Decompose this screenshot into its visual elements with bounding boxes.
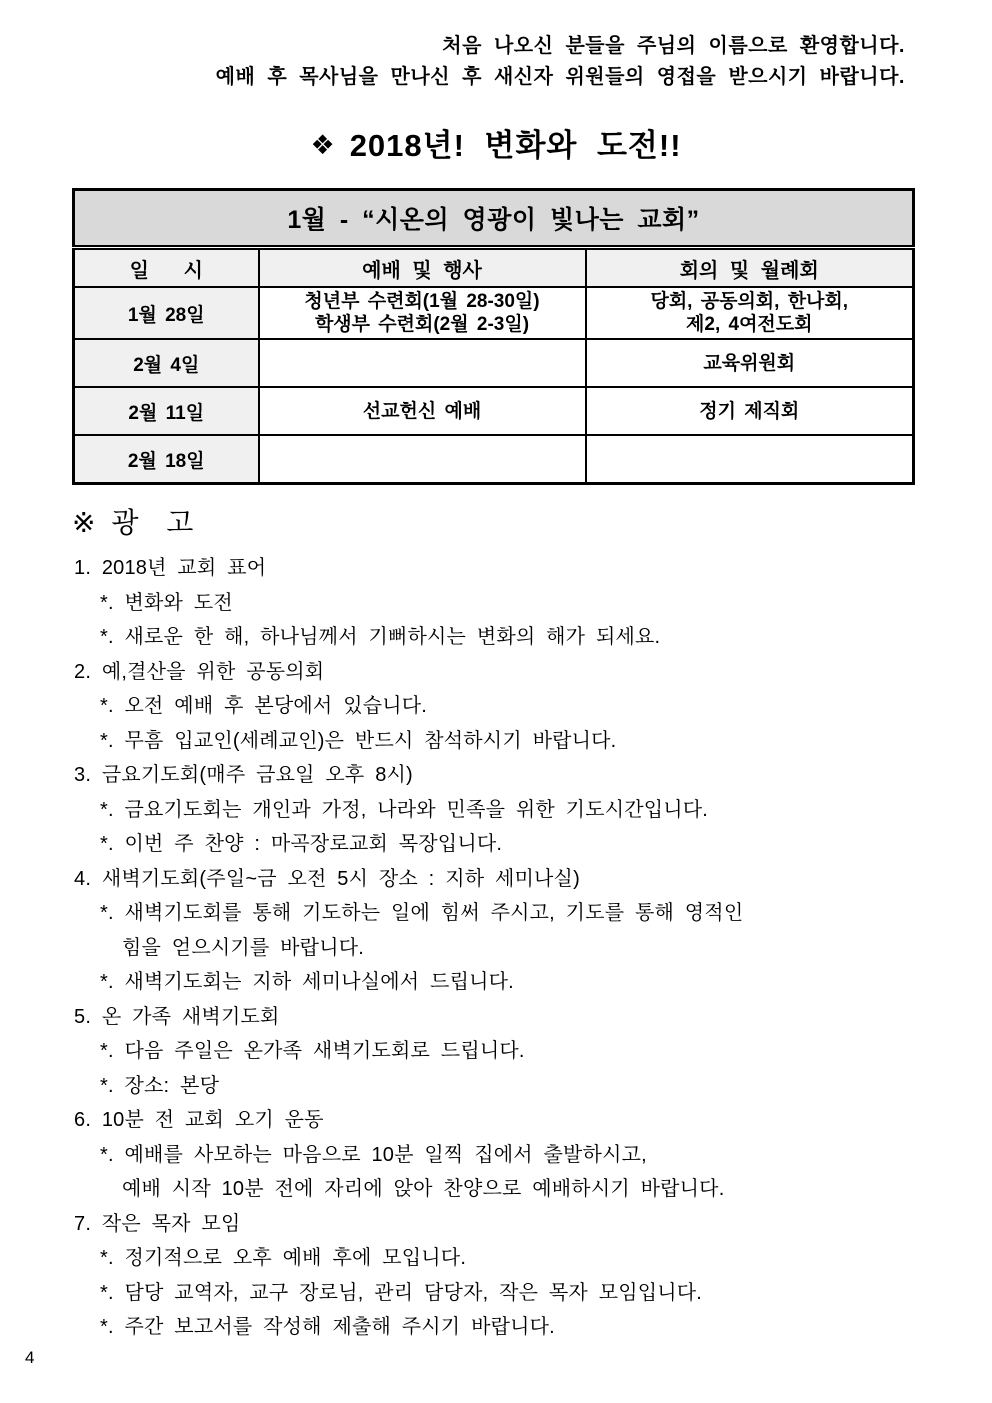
diamond-icon: ❖ — [310, 130, 336, 160]
row-date: 2월 4일 — [74, 339, 259, 387]
row-meeting: 정기 제직회 — [586, 387, 914, 435]
row-worship — [259, 287, 586, 339]
announcement-item-title: 6. 10분 전 교회 오기 운동 — [74, 1109, 324, 1131]
announcements-heading — [72, 501, 992, 541]
announcements-heading-text: 광 고 — [111, 507, 204, 538]
announcement-sub-line: *. 예배를 사모하는 마음으로 10분 일찍 집에서 출발하시고, — [100, 1143, 647, 1166]
announcement-sub-line: *. 새벽기도회를 통해 기도하는 일에 힘써 주시고, 기도를 통해 영적인 — [100, 902, 744, 924]
col-header-datetime: 일 시 — [74, 248, 259, 288]
announcement-sub-line: *. 다음 주일은 온가족 새벽기도회로 드립니다. — [100, 1040, 525, 1062]
announcement-item-title: 5. 온 가족 새벽기도회 — [74, 1005, 280, 1028]
announcement-sub-line: *. 정기적으로 오후 예배 후에 모입니다. — [100, 1247, 467, 1269]
announcement-sub-line: *. 금요기도회는 개인과 가정, 나라와 민족을 위한 기도시간입니다. — [100, 798, 709, 821]
announcement-sub-line: *. 담당 교역자, 교구 장로님, 관리 담당자, 작은 목자 모임입니다. — [100, 1281, 703, 1304]
table-row — [74, 387, 914, 435]
worship-line: 청년부 수련회(1월 28-30일) — [304, 291, 540, 312]
announcement-sub-line: *. 변화와 도전 — [100, 591, 233, 614]
row-meeting: 교육위원회 — [586, 339, 914, 387]
announcement-item-title: 2. 예,결산을 위한 공동의회 — [74, 660, 325, 683]
table-row — [74, 339, 914, 387]
row-worship: 선교헌신 예배 — [259, 387, 586, 435]
announcement-continuation-line: 예배 시작 10분 전에 자리에 앉아 찬양으로 예배하시기 바랍니다. — [122, 1178, 725, 1200]
worship-line: 학생부 수련회(2월 2-3일) — [314, 314, 530, 335]
table-title: 1월 - “시온의 영광이 빛나는 교회” — [74, 190, 914, 248]
row-date: 2월 18일 — [74, 435, 259, 484]
monthly-schedule-table — [72, 188, 915, 485]
announcement-item-title: 4. 새벽기도회(주일~금 오전 5시 장소 : 지하 세미나실) — [74, 867, 580, 890]
welcome-line-1: 처음 나오신 분들을 주님의 이름으로 환영합니다. — [442, 35, 905, 57]
row-date: 1월 28일 — [74, 287, 259, 339]
announcement-item-title: 1. 2018년 교회 표어 — [74, 557, 267, 579]
row-worship — [259, 435, 586, 484]
page-number: 4 — [25, 1348, 35, 1367]
announcement-sub-line: *. 이번 주 찬양 : 마곡장로교회 목장입니다. — [100, 833, 503, 855]
meeting-line: 제2, 4여전도회 — [686, 314, 813, 335]
row-meeting — [586, 435, 914, 484]
announcement-sub-line: *. 장소: 본당 — [100, 1074, 220, 1097]
col-header-worship: 예배 및 행사 — [259, 248, 586, 288]
page-title — [0, 120, 992, 165]
meeting-line: 당회, 공동의회, 한나회, — [650, 291, 849, 312]
announcement-sub-line: *. 무흠 입교인(세례교인)은 반드시 참석하시기 바랍니다. — [100, 729, 617, 752]
announcements-list — [72, 551, 962, 1345]
welcome-notice — [0, 0, 905, 93]
welcome-line-2: 예배 후 목사님을 만나신 후 새신자 위원들의 영접을 받으시기 바랍니다. — [215, 66, 905, 88]
row-worship — [259, 339, 586, 387]
reference-mark-icon: ※ — [72, 507, 96, 538]
announcement-item-title: 7. 작은 목자 모임 — [74, 1212, 241, 1235]
col-header-meeting: 회의 및 월례회 — [586, 248, 914, 288]
table-row — [74, 435, 914, 484]
row-date: 2월 11일 — [74, 387, 259, 435]
page-title-text: 2018년! 변화와 도전!! — [349, 128, 682, 163]
row-meeting — [586, 287, 914, 339]
announcement-continuation-line: 힘을 얻으시기를 바랍니다. — [122, 936, 364, 959]
announcement-sub-line: *. 새로운 한 해, 하나님께서 기뻐하시는 변화의 해가 되세요. — [100, 626, 661, 648]
announcement-sub-line: *. 주간 보고서를 작성해 제출해 주시기 바랍니다. — [100, 1316, 555, 1338]
table-header-row — [74, 248, 914, 288]
announcement-sub-line: *. 오전 예배 후 본당에서 있습니다. — [100, 695, 428, 717]
table-row — [74, 287, 914, 339]
table-title-row — [74, 190, 914, 248]
announcement-item-title: 3. 금요기도회(매주 금요일 오후 8시) — [74, 764, 413, 786]
announcement-sub-line: *. 새벽기도회는 지하 세미나실에서 드립니다. — [100, 971, 514, 993]
